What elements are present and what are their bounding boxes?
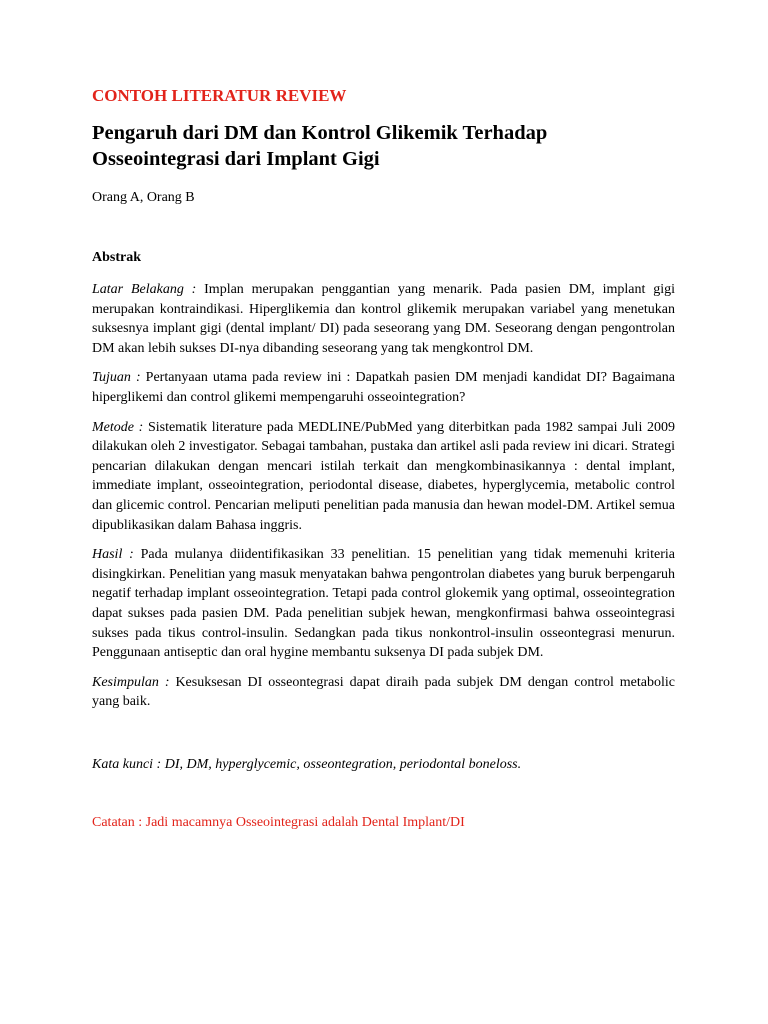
abstract-conclusion-label: Kesimpulan : bbox=[92, 674, 170, 690]
abstract-conclusion bbox=[92, 673, 675, 712]
keywords: Kata kunci : DI, DM, hyperglycemic, osseontegration, periodontal boneloss. bbox=[92, 756, 522, 772]
abstract-objective-label: Tujuan : bbox=[92, 370, 141, 386]
abstract-method-text: Sistematik literature pada MEDLINE/PubMed yang diterbitkan pada 1982 sampai Juli 2009 dilakukan oleh 2 investigator. Sebagai tambahan, pustaka dan artikel asli pada review ini dicari. Strategi pencarian dilakukan dengan mencari istilah terkait dan mengkombinasikannya : dental implant, immediate implant, osseointegration, periodontal disease, diabetes, hyperglycemia, metabolic control dan glicemic control. Pencarian meliputi penelitian pada manusia dan hewan model-DM. Artikel semua dipublikasikan dalam Bahasa inggris. bbox=[92, 419, 675, 533]
abstract-method bbox=[92, 418, 675, 536]
document-title-line-2: Osseointegrasi dari Implant Gigi bbox=[92, 148, 380, 170]
abstract-results-text: Pada mulanya diidentifikasikan 33 penelitian. 15 penelitian yang tidak memenuhi kriteria disingkirkan. Penelitian yang masuk menyatakan bahwa pengontrolan diabetes yang buruk berpengaruh negatif terhadap implant osseointegration. Tetapi pada control glokemik yang optimal, osseointegration dapat sukses pada pasien DM. Pada penelitian subjek hewan, mengkonfirmasi bahwa osseointegrasi sukses pada tikus control-insulin. Sedangkan pada tikus nonkontrol-insulin osseontegrasi menurun. Penggunaan antiseptic dan oral hygine membantu suksenya DI pada subjek DM. bbox=[92, 547, 676, 661]
abstract-method-label: Metode : bbox=[92, 419, 144, 435]
note: Catatan : Jadi macamnya Osseointegrasi adalah Dental Implant/DI bbox=[92, 814, 465, 830]
document-header-label: CONTOH LITERATUR REVIEW bbox=[92, 86, 347, 105]
abstract-objective bbox=[92, 368, 675, 407]
abstract-results bbox=[92, 545, 675, 663]
abstract-conclusion-text: Kesuksesan DI osseontegrasi dapat diraih pada subjek DM dengan control metabolic yang baik. bbox=[92, 674, 675, 710]
document-page bbox=[92, 84, 675, 833]
document-title bbox=[92, 120, 675, 172]
abstract-background bbox=[92, 280, 675, 358]
document-authors: Orang A, Orang B bbox=[92, 190, 195, 205]
abstract-heading: Abstrak bbox=[92, 250, 142, 265]
abstract-background-text: Implan merupakan penggantian yang menarik. Pada pasien DM, implant gigi merupakan kontraindikasi. Hiperglikemia dan kontrol glikemik merupakan variabel yang menetukan suksesnya implant gigi (dental implant/ DI) pada seseorang yang DM. Seseorang dengan pengontrolan DM akan lebih sukses DI-nya dibanding seseorang yang tak mengkontrol DM. bbox=[92, 282, 675, 356]
abstract-background-label: Latar Belakang : bbox=[92, 282, 197, 297]
document-title-line-1: Pengaruh dari DM dan Kontrol Glikemik Terhadap bbox=[92, 122, 548, 144]
abstract-objective-text: Pertanyaan utama pada review ini : Dapatkah pasien DM menjadi kandidat DI? Bagaimana hiperglikemi dan control glikemi mempengaruhi osseointegration? bbox=[92, 370, 675, 405]
abstract-results-label: Hasil : bbox=[92, 547, 134, 563]
